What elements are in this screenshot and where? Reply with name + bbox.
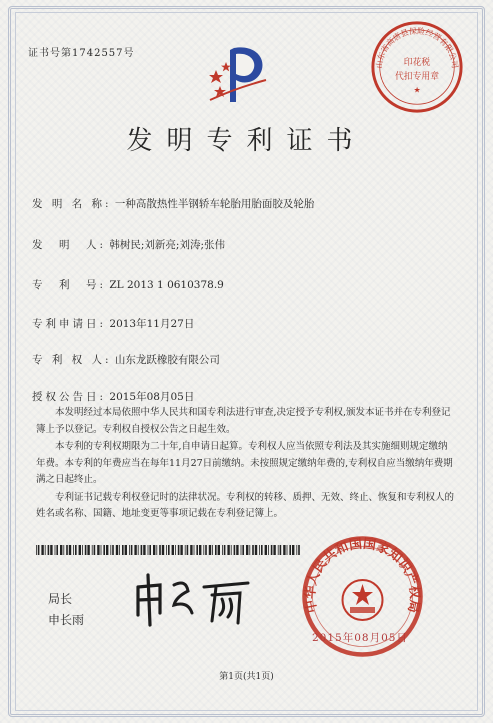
signatory-name: 申长雨 [48,613,85,627]
field-value: 山东龙跃橡胶有限公司 [114,354,220,366]
barcode-bar [149,545,151,555]
barcode-bar [227,545,229,555]
barcode-bar [278,545,279,555]
tax-stamp-icon [368,18,466,116]
barcode-bar [212,545,213,555]
field-value: 2013年11月27日 [109,318,195,330]
field-value: ZL 2013 1 0610378.9 [109,279,224,291]
field-label: 专利申请日: [32,318,107,330]
barcode-bar [190,545,192,555]
barcode-bar [268,545,269,555]
barcode-bar [66,545,68,555]
barcode-bar [138,545,139,555]
field-application-date [32,316,194,331]
patent-office-logo-icon [206,40,276,108]
barcode-bar [205,545,207,555]
field-label: 发 明 名 称: [32,198,112,210]
barcode-bar [122,545,124,555]
barcode-bar [153,545,155,555]
handwritten-signature [130,565,260,635]
barcode-bar [273,545,275,555]
barcode-bar [249,545,250,555]
barcode-bar [252,545,254,555]
barcode-bar [280,545,282,555]
barcode-bar [180,545,182,555]
barcode-bar [292,545,294,555]
field-label: 授权公告日: [32,391,107,403]
field-value: 韩树民;刘新亮;刘涛;张伟 [109,239,226,251]
barcode-bar [283,545,285,555]
barcode-bar [143,545,145,555]
certificate-body [36,405,456,524]
paragraph-legal-status: 专利证书记载专利权登记时的法律状况。专利权的转移、质押、无效、终止、恢复和专利权人的姓名或名称、国籍、地址变更等事项记载在专利登记簿上。 [36,491,455,519]
barcode-bar [175,545,176,555]
barcode-bar [101,545,102,555]
barcode-bar [38,545,40,555]
field-label: 专 利 号: [32,279,107,291]
barcode-bar [85,545,87,555]
barcode-bar [141,545,143,555]
certificate-title: 发明专利证书 [126,126,367,156]
field-patent-number [32,277,224,292]
field-patentee [32,352,220,367]
barcode-bar [63,545,64,555]
barcode [36,545,302,555]
barcode-bar [106,545,108,555]
barcode-bar [45,545,46,555]
barcode-bar [125,545,127,555]
certificate-number: 证书号第1742557号 [28,48,135,59]
barcode-bar [103,545,105,555]
barcode-bar [259,545,260,555]
paragraph-term: 本专利的专利权期限为二十年,自申请日起算。专利权人应当依照专利法及其实施细则规定缴纳年费。本专利的年费应当在每年11月27日前缴纳。未按照规定缴纳年费的,专利权自应当缴纳年费期满之日起终止。 [36,441,453,485]
barcode-bar [60,545,62,555]
seal-text: 中华人民共和国国家知识产权局 [303,536,422,615]
barcode-bar [148,545,149,555]
barcode-bar [271,545,273,555]
barcode-bar [241,545,242,555]
seal-date: 2015年08月05日 [312,632,408,644]
barcode-bar [209,545,211,555]
barcode-bar [92,545,93,555]
barcode-bar [296,545,297,555]
barcode-bar [87,545,89,555]
barcode-bar [73,545,74,555]
barcode-bar [69,545,71,555]
barcode-bar [131,545,133,555]
stamp-outer-text: 山东省高唐县保险经营有限公司 [374,26,460,69]
field-invention-name [32,196,314,211]
barcode-bar [194,545,195,555]
barcode-bar [224,545,226,555]
barcode-bar [218,545,220,555]
barcode-bar [36,545,37,555]
barcode-bar [110,545,111,555]
barcode-bar [112,545,114,555]
barcode-bar [261,545,263,555]
barcode-bar [187,545,189,555]
barcode-bar [94,545,96,555]
svg-text:代扣专用章: 代扣专用章 [394,71,440,82]
paragraph-grant: 本发明经过本局依照中华人民共和国专利法进行审查,决定授予专利权,颁发本证书并在专利登记簿上予以登记。专利权自授权公告之日起生效。 [36,407,451,435]
barcode-bar [97,545,99,555]
barcode-bar [75,545,77,555]
barcode-bar [129,545,130,555]
barcode-bar [41,545,43,555]
barcode-bar [119,545,120,555]
barcode-bar [196,545,198,555]
svg-text:中华人民共和国国家知识产权局 [302,536,423,614]
barcode-bar [166,545,167,555]
barcode-bar [287,545,288,555]
barcode-bar [178,545,180,555]
barcode-bar [50,545,52,555]
barcode-bar [162,545,164,555]
barcode-bar [79,545,81,555]
field-value: 一种高散热性半钢轿车轮胎用胎面胶及轮胎 [114,198,315,210]
barcode-bar [55,545,56,555]
barcode-bar [236,545,238,555]
barcode-bar [242,545,244,555]
field-label: 专 利 权 人: [32,354,112,366]
field-grant-date [32,389,194,404]
barcode-bar [246,545,248,555]
svg-text:印花税: 印花税 [403,58,431,69]
barcode-bar [168,545,170,555]
barcode-bar [172,545,174,555]
barcode-bar [116,545,118,555]
barcode-bar [159,545,161,555]
barcode-bar [134,545,136,555]
field-label: 发 明 人: [32,239,107,251]
barcode-bar [215,545,217,555]
barcode-bar [185,545,186,555]
barcode-bar [222,545,223,555]
barcode-bar [48,545,50,555]
barcode-bar [234,545,236,555]
signatory-title: 局长 [48,592,73,606]
field-value: 2015年08月05日 [109,391,195,403]
field-inventors [32,237,225,252]
page-footer: 第1页(共1页) [219,672,274,682]
barcode-bar [255,545,257,555]
svg-text:★: ★ [413,85,421,95]
barcode-bar [156,545,157,555]
barcode-bar [199,545,201,555]
barcode-bar [231,545,232,555]
barcode-bar [203,545,204,555]
barcode-bar [265,545,267,555]
barcode-bar [82,545,83,555]
barcode-bar [289,545,291,555]
barcode-bar [56,545,58,555]
